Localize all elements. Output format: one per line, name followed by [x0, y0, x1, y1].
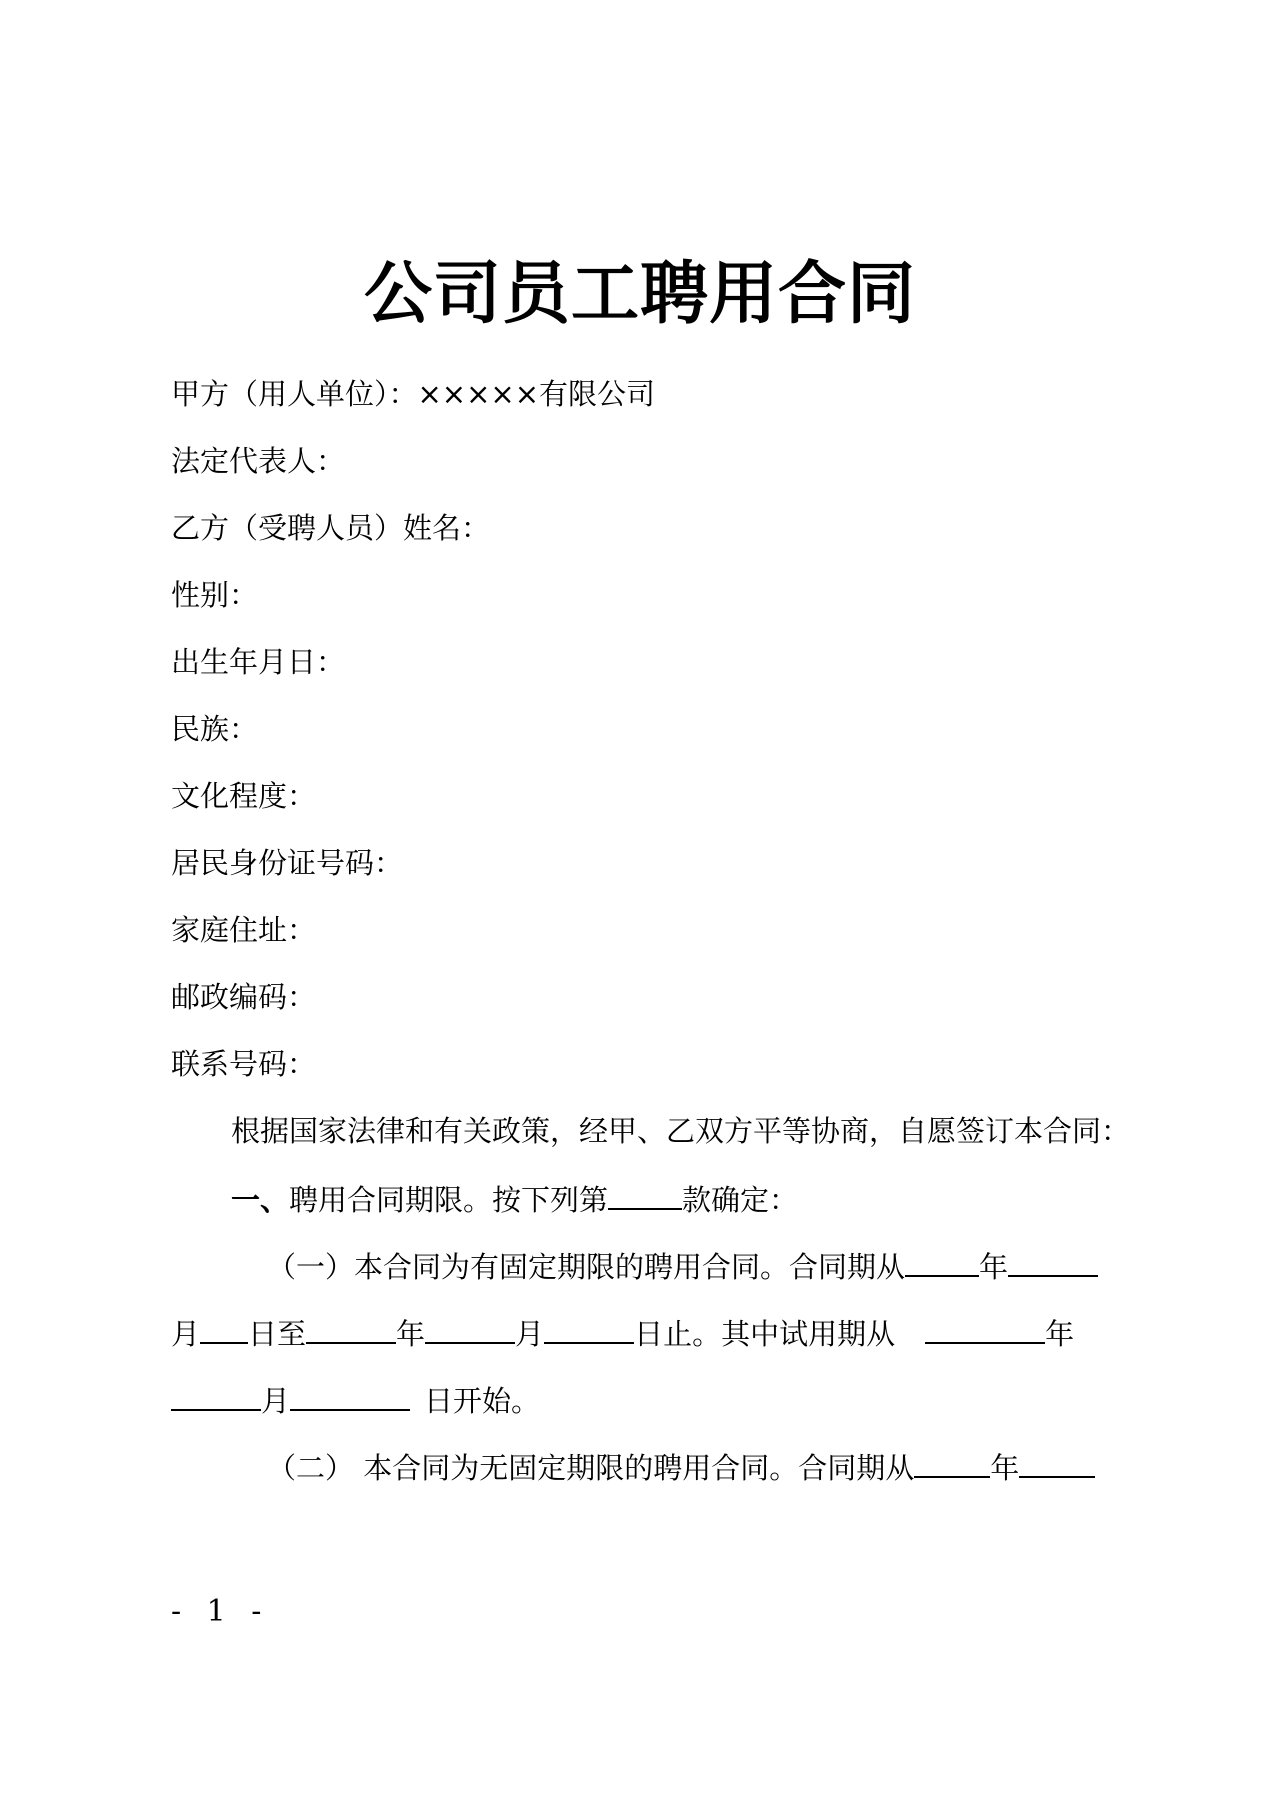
field-party-b-name: 乙方（受聘人员）姓名：	[171, 511, 491, 545]
field-address: 家庭住址：	[171, 913, 317, 947]
clause-1-line-1	[267, 1247, 1098, 1287]
label-year: 年	[990, 1451, 1020, 1485]
label-month: 月	[261, 1384, 291, 1418]
label-year: 年	[396, 1317, 426, 1351]
blank-end-year[interactable]	[306, 1314, 396, 1344]
document-title: 公司员工聘用合同	[363, 255, 916, 334]
blank-c2-year[interactable]	[914, 1448, 990, 1478]
blank-end-month[interactable]	[425, 1314, 515, 1344]
section-1-heading	[231, 1180, 798, 1220]
page-number: - 1 -	[171, 1594, 270, 1629]
field-legal-rep: 法定代表人：	[171, 444, 346, 478]
blank-probation-year[interactable]	[925, 1314, 1045, 1344]
section-text: 聘用合同期限。按下列第	[289, 1183, 609, 1217]
field-phone: 联系号码：	[171, 1047, 317, 1081]
label-day-to: 日至	[248, 1317, 307, 1351]
section-number: 一、	[231, 1183, 290, 1217]
field-birthdate: 出生年月日：	[171, 645, 346, 679]
field-ethnicity: 民族：	[171, 712, 259, 746]
label-month: 月	[515, 1317, 545, 1351]
field-gender: 性别：	[171, 578, 259, 612]
blank-start-month[interactable]	[1008, 1247, 1098, 1277]
blank-start-year[interactable]	[905, 1247, 979, 1277]
label-day-start: 日开始。	[424, 1384, 541, 1418]
blank-probation-day[interactable]	[290, 1381, 410, 1411]
blank-probation-month[interactable]	[171, 1381, 261, 1411]
field-postcode: 邮政编码：	[171, 980, 317, 1014]
intro-paragraph: 根据国家法律和有关政策，经甲、乙双方平等协商，自愿签订本合同：	[231, 1114, 1131, 1148]
field-id-number: 居民身份证号码：	[171, 846, 404, 880]
label-day-end: 日止。其中试用期从	[634, 1317, 896, 1351]
blank-clause-choice[interactable]	[608, 1180, 682, 1210]
blank-end-day[interactable]	[544, 1314, 634, 1344]
field-party-a: 甲方（用人单位）：×××××有限公司	[171, 377, 655, 411]
clause-1-line-3	[171, 1381, 540, 1421]
label-month: 月	[171, 1317, 201, 1351]
blank-start-day[interactable]	[200, 1314, 248, 1344]
clause-2-line-1	[267, 1448, 1095, 1488]
label-year: 年	[979, 1250, 1009, 1284]
section-text-end: 款确定：	[682, 1183, 799, 1217]
label-year: 年	[1045, 1317, 1075, 1351]
clause-1-line-2	[171, 1314, 1074, 1354]
clause-text: （一）本合同为有固定期限的聘用合同。合同期从	[267, 1250, 906, 1284]
blank-c2-month[interactable]	[1019, 1448, 1095, 1478]
clause-text: （二） 本合同为无固定期限的聘用合同。合同期从	[267, 1451, 915, 1485]
field-education: 文化程度：	[171, 779, 317, 813]
